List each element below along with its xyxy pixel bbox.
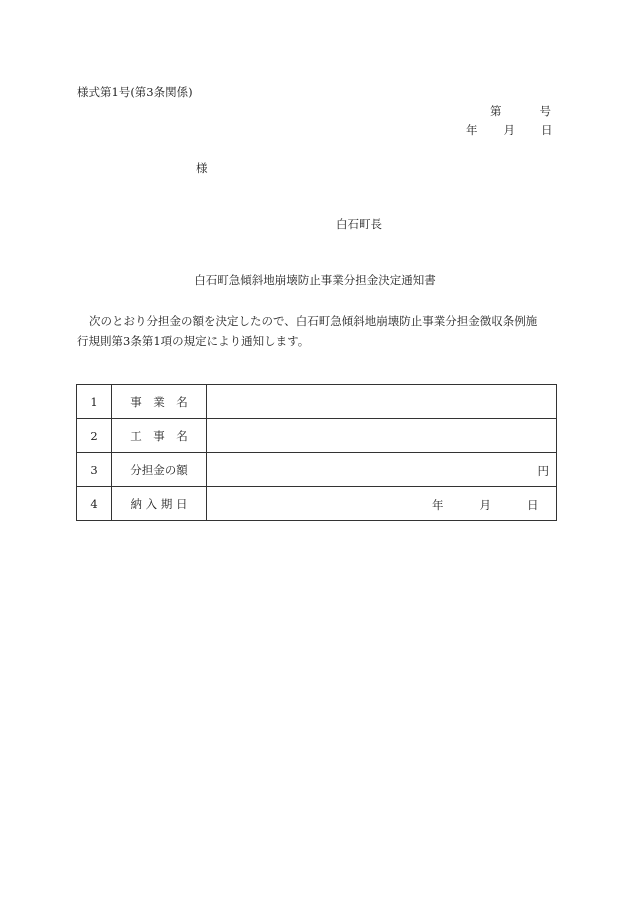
due-date-day: 日 <box>527 498 539 512</box>
table-row <box>77 453 557 487</box>
row-number: 4 <box>77 487 112 521</box>
sender-name: 白石町長 <box>336 217 382 231</box>
notice-body-line-1: 次のとおり分担金の額を決定したので、白石町急傾斜地崩壊防止事業分担金徴収条例施 <box>89 314 538 328</box>
issue-date-year: 年 <box>466 123 478 137</box>
row-label-payment-due-date: 納 入 期 日 <box>112 487 207 521</box>
contribution-amount-value <box>207 453 557 487</box>
project-name-value <box>207 385 557 419</box>
document-number-suffix: 号 <box>539 104 551 118</box>
details-table <box>76 384 557 521</box>
row-number: 2 <box>77 419 112 453</box>
row-number: 1 <box>77 385 112 419</box>
payment-due-date-value <box>207 487 557 521</box>
document-title: 白石町急傾斜地崩壊防止事業分担金決定通知書 <box>194 273 436 287</box>
issue-date <box>466 125 553 137</box>
yen-unit: 円 <box>537 464 549 478</box>
row-label-contribution-amount: 分担金の額 <box>112 453 207 487</box>
due-date-month: 月 <box>479 498 491 512</box>
addressee-honorific: 様 <box>196 161 208 175</box>
form-number: 様式第1号(第3条関係) <box>77 85 193 99</box>
notice-body-line-2: 行規則第3条第1項の規定により通知します。 <box>77 334 310 348</box>
table-row <box>77 487 557 521</box>
document-number-prefix: 第 <box>490 104 502 118</box>
notice-body <box>77 311 557 351</box>
row-number: 3 <box>77 453 112 487</box>
document-number <box>490 106 551 118</box>
due-date-year: 年 <box>432 498 444 512</box>
table-row <box>77 385 557 419</box>
issue-date-month: 月 <box>503 123 515 137</box>
issue-date-day: 日 <box>541 123 553 137</box>
row-label-project-name: 事 業 名 <box>112 385 207 419</box>
table-row <box>77 419 557 453</box>
due-date-fields <box>432 497 539 513</box>
row-label-construction-name: 工 事 名 <box>112 419 207 453</box>
construction-name-value <box>207 419 557 453</box>
